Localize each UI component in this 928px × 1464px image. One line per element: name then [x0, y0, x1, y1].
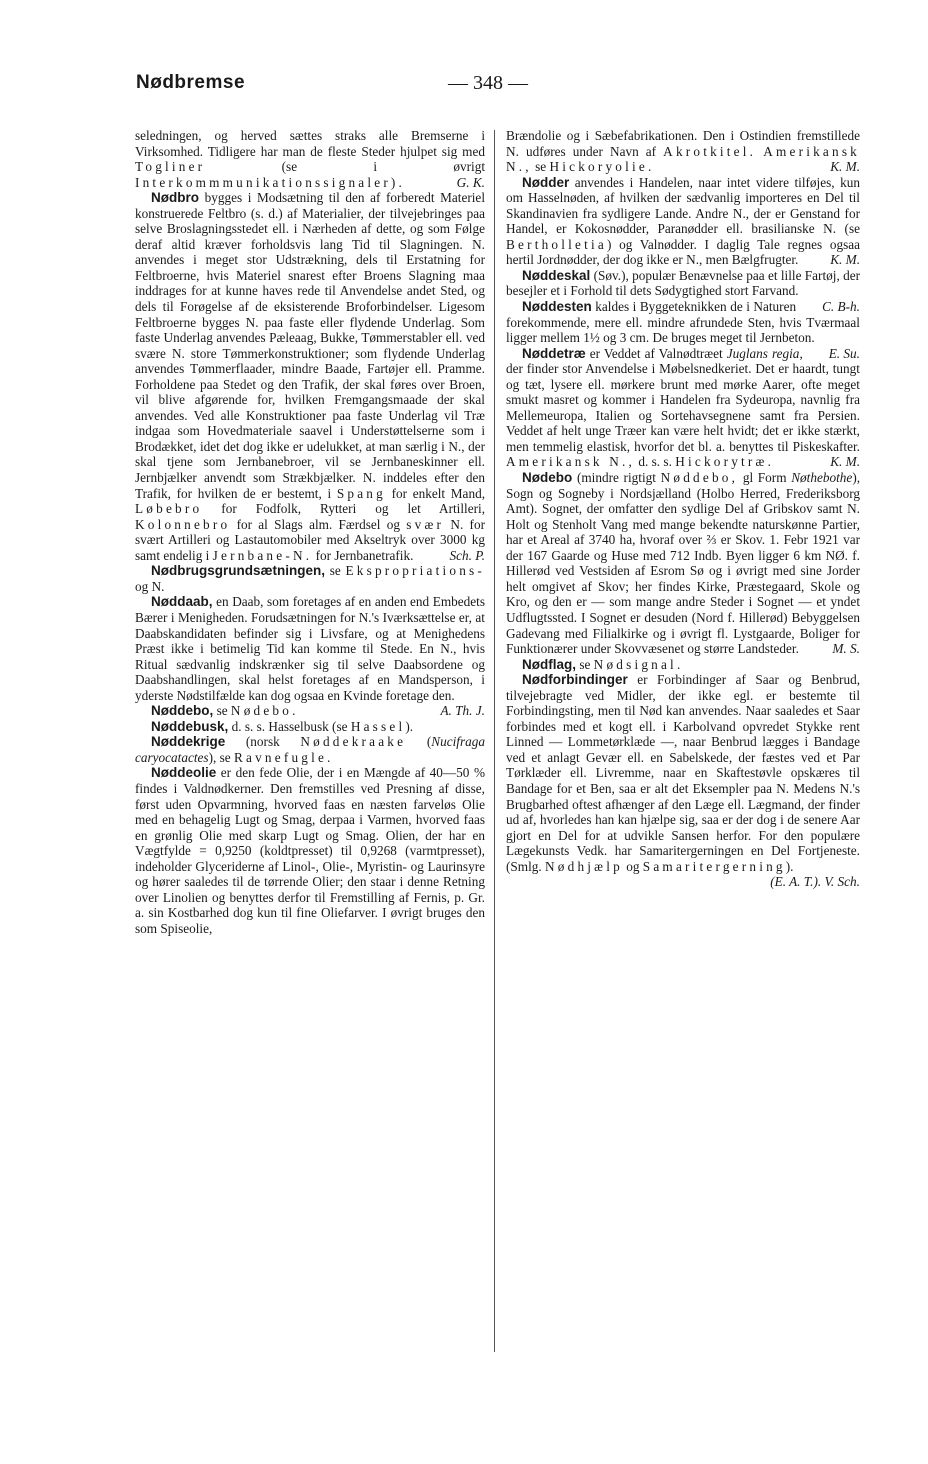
entry-noddekrige: Nøddekrige (norsk Nøddekraake (Nucifraga caryocatactes), se Ravnefugle. — [135, 734, 486, 765]
entry-headword: Nøddekrige — [151, 734, 226, 750]
entry-nodder: Nødder anvendes i Handelen, naar intet videre tilføjes, kun om Hasselnøden, af hvilken der sædvanlig importeres en Del til Skandinavien fra sydligere Lande. Andre N., der er Genstand for Handel, er Kokosnødder, Paranødder ell. brasilianske N. (se Bertholletia) og Valnødder. I daglig Tale regnes ogsaa hertil Jordnødder, der dog ikke er N., men Bælgfrugter. K. M. — [506, 174, 860, 268]
entry-noddaab: Nøddaab, en Daab, som foretages af en anden end Embedets Bærer i Menigheden. Forudsætningen for N.'s Iværksættelse er, at Daabskandidaten befinder sig i Livsfare, og at Menighedens Præst ikke i betimelig Tid kan komme til Stede. En N., hvis Ritual sædvanlig indskrænker sig til selve Daabsordene og Daabshandlingen, skal helst foretages af en Mandsperson, i yderste Nødstilfælde kan dog ogsaa en Kvinde foretage den. A. Th. J. — [135, 594, 486, 719]
entry-noddebusk: Nøddebusk, d. s. s. Hasselbusk (se Hassel). — [151, 718, 414, 734]
entry-continuation: seledningen, og herved sættes straks alle Bremserne i Virksomhed. Tidligere har man de fleste Steder hjulpet sig med Togliner (se i øvrigt Interkommmunikationssignaler). G. K. — [135, 128, 486, 190]
entry-noddesten: Nøddesten kaldes i Byggeteknikken de i Naturen forekommende, mere ell. mindre afrundede Sten, hvis Tværmaal ligger mellem 1½ og 3 cm. De bruges meget til Jernbeton. E. Su. — [506, 299, 860, 361]
author-signature: K. M. — [830, 159, 860, 175]
entry-nodforbindinger: Nødforbindinger er Forbindinger af Saar og Benbrud, tilvejebragte ved Midler, der ikke egl. er bestemte til Forbindingsting, men til Nød kan anvendes. Naar saaledes et Saar forbindes med et kogt ell. i Karbolvand opvredet Stykke rent Linned — Lommetørklæde —, naar Benbrud lægges i Bandage ved et anlagt Gevær ell. en Sabelskede, der fæstes ved et Par Tørklæder ell. Livremme, naar en Skaftestøvle opskæres til Bandage for et Ben, saa er alt det Eksempler paa N. Medens N.'s Brugbarhed oftest afhænger af den Læge ell. Lægmand, der finder ud af, hvorledes han kan hjælpe sig, saa er der dog i de senere Aar gjort en Del for at udvikle Sansen herfor. For den populære Lægekunsts Vedk. har Samaritergerningen en Del Fortjeneste. (Smlg. Nødhjælp og Samaritergerning). (E. A. T.). V. Sch. — [506, 672, 861, 890]
left-column — [135, 128, 485, 936]
author-signature: M. S. — [832, 641, 860, 657]
entry-noddetrae: Nøddetræ er Veddet af Valnødtræet Juglans regia, der finder stor Anvendelse i Møbelsnedkeriet. Det er haardt, tungt og tæt, lysere ell. mørkere brunt med mørke Aarer, ofte meget smukt masret og kommer i Handelen fra Sydeuropa, navnlig fra Mellemeuropa, Italien og Sortehavsegnene samt fra Persien. Veddet af helt unge Træer kan være helt hvidt; det er ikke stærkt, men temmelig elastisk, hvorfor det bl. a. benyttes til Piskeskafter. Amerikansk N., d. s. s. Hickorytræ. K. M. — [506, 345, 860, 470]
entry-noddeolie: Nøddeolie er den fede Olie, der i en Mængde af 40—50 % findes i Valdnødkerner. Den fremstilles ved Presning af disse, først uden Opvarmning, hvorved faas en næsten farveløs Olie med en behagelig Lugt og Smag, derpaa i Varmen, hvorved faas en grønlig Olie med skarp Lugt og Smag. Olien, der har en Vægtfylde = 0,9250 (koldtpresset) til 0,9268 (varmtpresset), indeholder Glyceriderne af Linol-, Olie-, Myristin- og Laurinsyre og hører saaledes til de tørrende Olier; den staar i denne Retning over Linolien og benyttes derfor til Fremstilling af Fernis, p. Gr. a. sin Kostbarhed dog kun til fine Oliefarver. I øvrigt bruges den som Spiseolie, — [135, 765, 485, 936]
author-signature: G. K. — [456, 174, 485, 190]
author-signature: K. M. — [830, 454, 860, 470]
page-header — [136, 72, 876, 100]
entry-headword: Nøddesten — [522, 299, 592, 315]
entry-nodebo: Nødebo (mindre rigtigt Nøddebo, gl Form Nøthebothe), Sogn og Sogneby i Nordsjælland (Holbo Herred, Frederiksborg Amt). Sognet, der omfatter den sydlige Del af Gribskov samt N. Holt og Stenholt Vang med mange bekendte naturskønne Partier, har et Areal af 3740 ha, hvoraf over ⅔ er Skov. 1. Febr 1921 var der 167 Gaarde og Huse med 712 Indb. Byen ligger 6 km NØ. f. Hillerød ved Vestsiden af Esrom Sø og i øvrigt med sine Jorder helt omgivet af Skov; her findes Kirke, Præstegaard, Skole og Kro, og den er — som mange andre Steder i Sognet — et yndet Udflugtssted. I Sognet er desuden (Nord f. Hillerød) Bebyggelsen Gadevang med Filialkirke og i øvrigt fl. Lystgaarde, Boliger for Funktionærer under Skovvæsenet og større Landsteder. M. S. — [506, 470, 861, 657]
author-signature: Sch. P. — [449, 547, 485, 563]
entry-nodbrugsgrundsaetningen: Nødbrugsgrundsætningen, se Ekspropriations- og N. — [135, 563, 485, 594]
column-divider — [494, 130, 495, 1352]
author-signature: C. B-h. — [822, 299, 860, 315]
entry-headword: Nøddebusk, — [151, 718, 229, 734]
author-signature: (E. A. T.). V. Sch. — [770, 874, 860, 890]
author-signature: E. Su. — [828, 345, 860, 361]
entry-headword: Nødflag, — [522, 656, 576, 672]
entry-nodbro: Nødbro bygges i Modsætning til den af forberedt Materiel konstruerede Feltbro (s. d.) af Materialier, der tilvejebringes paa selve Broslagningsstedet ell. i Nærheden af dette, og som Følge deraf altid kræver forholdsvis lang Tid til Slagningen. N. anvendes i meget stor Udstrækning, dels til Erstatning for Feltbroerne, hvis Materiel snarest efter Broens Slagning maa inddrages for at kunne haves rede til Anvendelse andet Sted, og dels til Forøgelse af de eksisterende Broforbindelser. Ligesom Feltbroerne bygges N. paa faste eller flydende Underlag. Som faste Underlag anvendes Pæleaag, Bukke, Tømmerstabler ell. ved svære N. store Tømmerkonstruktioner; som flydende Underlag anvendes Tømmerflaader, mindre Baade, Fartøjer ell. Pramme. Forholdene paa Stedet og den Trafik, der skal føres over Broen, vil blive afgørende for, hvilken Fremgangsmaade der skal anvendes. Ved alle Konstruktioner paa faste Underlag vil Træ indgaa som Hovedmateriale saavel i Understøttelserne som i Brodækket, idet det dog ikke er udelukket, at man særlig i N., der skal tjene som Jernbanebroer, vil se Jernbaneskinner ell. Jernbjælker anvendt som Strækbjælker. N. inddeles efter den Trafik, for hvilken de er bestemt, i Spang for enkelt Mand, Løbebro for Fodfolk, Rytteri og let Artilleri, Kolonnebro for al Slags alm. Færdsel og svær N. for svært Artilleri og Lastautomobiler med Akseltryk over 3000 kg samt endelig i Jernbane-N. for Jernbanetrafik. Sch. P. — [135, 190, 486, 563]
entry-headword: Nødbro — [151, 190, 199, 206]
entry-noddebo: Nøddebo, se Nødebo. — [151, 703, 299, 719]
entry-headword: Nøddetræ — [522, 345, 586, 361]
running-headword: Nødbremse — [136, 72, 246, 93]
entry-headword: Nøddeskal — [522, 267, 591, 283]
author-signature: A. Th. J. — [440, 703, 485, 719]
entry-nodflag: Nødflag, se Nødsignal. — [522, 656, 684, 672]
entry-noddeskal: Nøddeskal (Søv.), populær Benævnelse paa et lille Fartøj, der besejler et i Forhold til dets Sødygtighed stort Farvand. C. B-h. — [506, 267, 860, 315]
entry-headword: Nødebo — [522, 470, 573, 486]
right-column — [506, 128, 860, 890]
entry-headword: Nøddeolie — [151, 765, 217, 781]
page-number: — 348 — — [448, 72, 528, 94]
entry-headword: Nødder — [522, 174, 570, 190]
entry-headword: Nødbrugsgrundsætningen, — [151, 563, 325, 579]
entry-headword: Nøddaab, — [151, 594, 213, 610]
entry-continuation: Brændolie og i Sæbefabrikationen. Den i Ostindien fremstillede N. udføres under Navn af Akrotkitel. Amerikansk N., se Hickoryolie. K. M. — [506, 128, 860, 175]
entry-headword: Nødforbindinger — [522, 672, 628, 688]
author-signature: K. M. — [830, 252, 860, 268]
entry-headword: Nøddebo, — [151, 703, 214, 719]
